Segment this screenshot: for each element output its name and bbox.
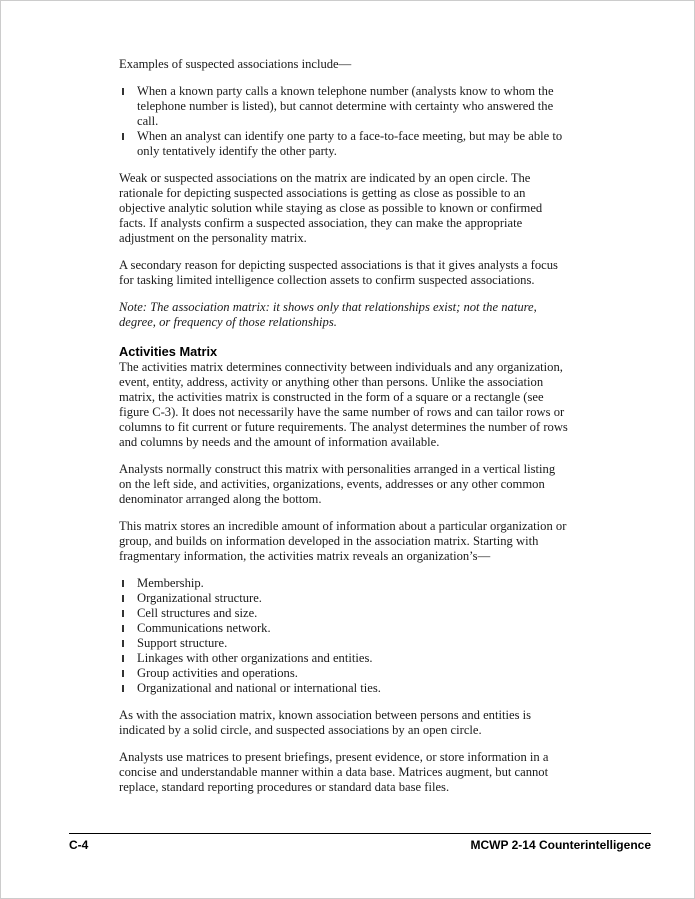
bullet-icon — [122, 670, 124, 677]
list-item — [121, 606, 569, 621]
bullet-icon — [122, 655, 124, 662]
list-item — [121, 591, 569, 606]
paragraph-intro: Examples of suspected associations include— — [119, 57, 352, 71]
footer-document-title: MCWP 2-14 Counterintelligence — [470, 838, 651, 852]
bullet-icon — [122, 595, 124, 602]
paragraph-activities-1: The activities matrix determines connectivity between individuals and any organization, event, entity, address, activity or anything other than persons. Unlike the association matrix, the activities matrix is constructed in the form of a square or a rectangle (see figure C-3). It does not necessarily have the same number of rows and can tailor rows or columns to fit current or future requirements. The analyst determines the number of rows and columns by needs and the amount of information available. — [119, 360, 568, 449]
bullet-icon — [122, 610, 124, 617]
footer-page-number: C-4 — [69, 838, 89, 852]
list-item — [121, 621, 569, 636]
list-item — [121, 576, 569, 591]
list-item-text: When a known party calls a known telephone number (analysts know to whom the telephone number is listed), but cannot determine with certainty who answered the call. — [137, 84, 554, 128]
note-paragraph: Note: The association matrix: it shows only that relationships exist; not the nature, degree, or frequency of those relationships. — [119, 300, 537, 329]
list-item-text: Group activities and operations. — [137, 666, 298, 680]
section-heading-activities-matrix: Activities Matrix — [119, 344, 218, 359]
paragraph-weak-associations: Weak or suspected associations on the matrix are indicated by an open circle. The rationale for depicting suspected associations is getting as close as possible to an objective analytic solution while staying as close as possible to known or confirmed facts. If analysts confirm a suspected association, they can make the appropriate adjustment on the personality matrix. — [119, 171, 543, 245]
list-item — [121, 636, 569, 651]
list-item-text: Support structure. — [137, 636, 228, 650]
list-item — [121, 681, 569, 696]
list-item — [121, 84, 569, 129]
list-item-text: Cell structures and size. — [137, 606, 258, 620]
list-item-text: Organizational structure. — [137, 591, 262, 605]
page-body — [119, 57, 569, 807]
list-item-text: Communications network. — [137, 621, 271, 635]
list-item — [121, 666, 569, 681]
list-item-text: Membership. — [137, 576, 204, 590]
bullet-list-organization-reveals — [119, 576, 569, 696]
bullet-icon — [122, 685, 124, 692]
paragraph-activities-3: This matrix stores an incredible amount of information about a particular organization or group, and builds on information developed in the association matrix. Starting with fragmentary information, the activities matrix reveals an organization’s— — [119, 519, 567, 563]
list-item-text: Linkages with other organizations and entities. — [137, 651, 373, 665]
list-item — [121, 129, 569, 159]
list-item-text: Organizational and national or international ties. — [137, 681, 381, 695]
bullet-icon — [122, 625, 124, 632]
page-footer — [69, 833, 651, 852]
list-item — [121, 651, 569, 666]
bullet-icon — [122, 580, 124, 587]
paragraph-secondary-reason: A secondary reason for depicting suspected associations is that it gives analysts a focus for tasking limited intelligence collection assets to confirm suspected associations. — [119, 258, 558, 287]
paragraph-known-associations: As with the association matrix, known association between persons and entities is indicated by a solid circle, and suspected associations by an open circle. — [119, 708, 532, 737]
list-item-text: When an analyst can identify one party to a face-to-face meeting, but may be able to only tentatively identify the other party. — [137, 129, 563, 158]
bullet-icon — [122, 133, 124, 140]
bullet-list-suspected-examples — [119, 84, 569, 159]
bullet-icon — [122, 88, 124, 95]
paragraph-matrices-use: Analysts use matrices to present briefings, present evidence, or store information in a concise and understandable manner within a data base. Matrices augment, but cannot replace, standard reporting procedures or standard data base files. — [119, 750, 549, 794]
paragraph-activities-2: Analysts normally construct this matrix with personalities arranged in a vertical listing on the left side, and activities, organizations, events, addresses or any other common denominator arranged along the bottom. — [119, 462, 556, 506]
bullet-icon — [122, 640, 124, 647]
